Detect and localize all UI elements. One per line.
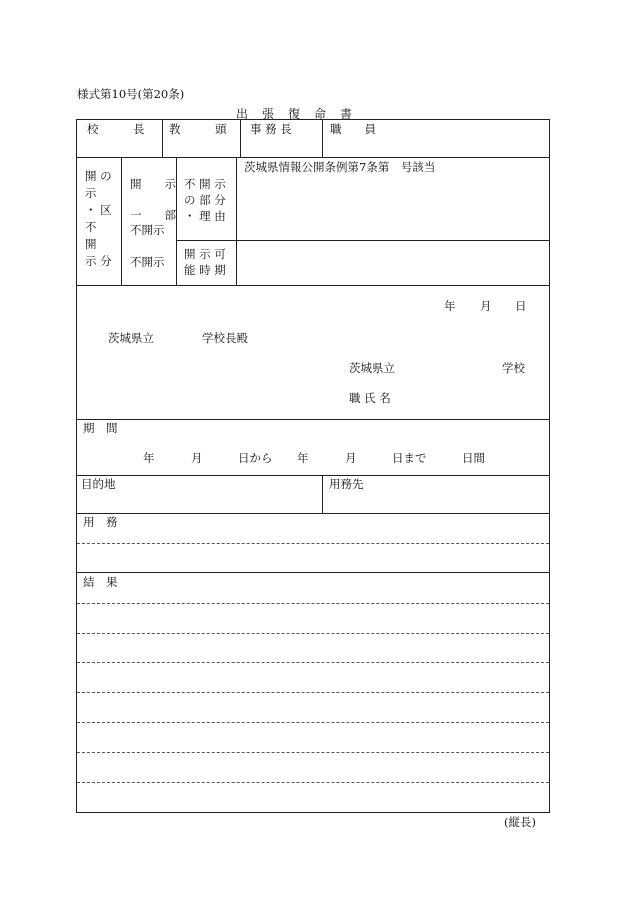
disclosure-category-label	[85, 168, 112, 270]
partial-disclosure-line1: 一 部	[130, 208, 176, 222]
period-label-line: 開 示 可	[184, 247, 226, 261]
table-left-border	[76, 119, 77, 813]
principal-label: 校 長	[87, 122, 145, 136]
approval-row-bottom	[76, 157, 550, 158]
period-label: 期 間	[83, 421, 118, 435]
form-number: 様式第10号(第20条)	[77, 87, 185, 101]
date-year: 年	[444, 299, 456, 313]
reason-label-line: ・ 理 由	[184, 209, 226, 223]
category-line: 不	[85, 220, 97, 234]
business-dashed-line	[77, 543, 549, 544]
reason-label-line: の 部 分	[184, 193, 226, 207]
approval-divider-1	[162, 119, 163, 157]
staff-label: 職 員	[330, 122, 376, 136]
result-dashed-line	[77, 662, 549, 663]
reason-text: 茨城県情報公開条例第7条第 号該当	[244, 160, 436, 174]
category-line: 示 分	[85, 254, 112, 268]
disclosure-divider-1	[121, 157, 122, 285]
period-row-bottom	[76, 475, 550, 476]
category-line: 示	[85, 186, 97, 200]
approval-divider-2	[240, 119, 241, 157]
category-line: 開	[85, 237, 97, 251]
result-dashed-line	[77, 752, 549, 753]
form-title: 出 張 復 命 書	[236, 107, 354, 121]
result-dashed-line	[77, 722, 549, 723]
business-place-label: 用務先	[329, 477, 364, 491]
destination-divider	[322, 475, 323, 513]
table-right-border	[549, 119, 550, 813]
result-label: 結 果	[83, 575, 118, 589]
addressee-prefecture: 茨城県立	[108, 331, 154, 345]
disclosure-divider-2	[176, 157, 177, 285]
period-year-to: 年	[297, 451, 309, 465]
disclosure-mid-line	[176, 240, 550, 241]
addressee-school: 学校長殿	[202, 331, 248, 345]
destination-row-bottom	[76, 513, 550, 514]
vice-principal-label: 教 頭	[169, 122, 227, 136]
period-month-to: 月	[345, 451, 357, 465]
office-manager-label: 事 務 長	[250, 122, 292, 136]
sender-prefecture: 茨城県立	[349, 361, 395, 375]
period-month-from: 月	[191, 451, 203, 465]
table-bottom-border	[76, 812, 550, 813]
result-dashed-line	[77, 692, 549, 693]
result-dashed-line	[77, 633, 549, 634]
footnote: (縦長)	[504, 815, 536, 829]
disclosure-period-label	[184, 246, 226, 278]
period-day-from: 日から	[238, 451, 273, 465]
result-dashed-line	[77, 782, 549, 783]
date-month: 月	[480, 299, 492, 313]
non-disclosure-reason-label	[184, 176, 226, 224]
category-line: 開 の	[85, 169, 112, 183]
partial-disclosure-line2: 不開示	[130, 223, 165, 237]
non-disclosable-option: 不開示	[130, 255, 165, 269]
period-year-from: 年	[143, 451, 155, 465]
disclosure-divider-3	[236, 157, 237, 285]
approval-divider-3	[322, 119, 323, 157]
period-days: 日間	[462, 451, 485, 465]
header-section-bottom	[76, 419, 550, 420]
business-label: 用 務	[83, 515, 118, 529]
result-dashed-line	[77, 603, 549, 604]
date-day: 日	[515, 299, 527, 313]
disclosure-bottom	[76, 285, 550, 286]
destination-label: 目的地	[81, 477, 116, 491]
table-top-border	[76, 119, 550, 120]
period-label-line: 能 時 期	[184, 263, 226, 277]
sender-name-label: 職 氏 名	[349, 391, 391, 405]
business-row-bottom	[76, 572, 550, 573]
sender-school: 学校	[502, 361, 525, 375]
period-day-to: 日まで	[392, 451, 427, 465]
category-line: ・ 区	[85, 203, 112, 217]
disclosable-option: 開 示	[130, 177, 176, 191]
reason-label-line: 不 開 示	[184, 177, 226, 191]
